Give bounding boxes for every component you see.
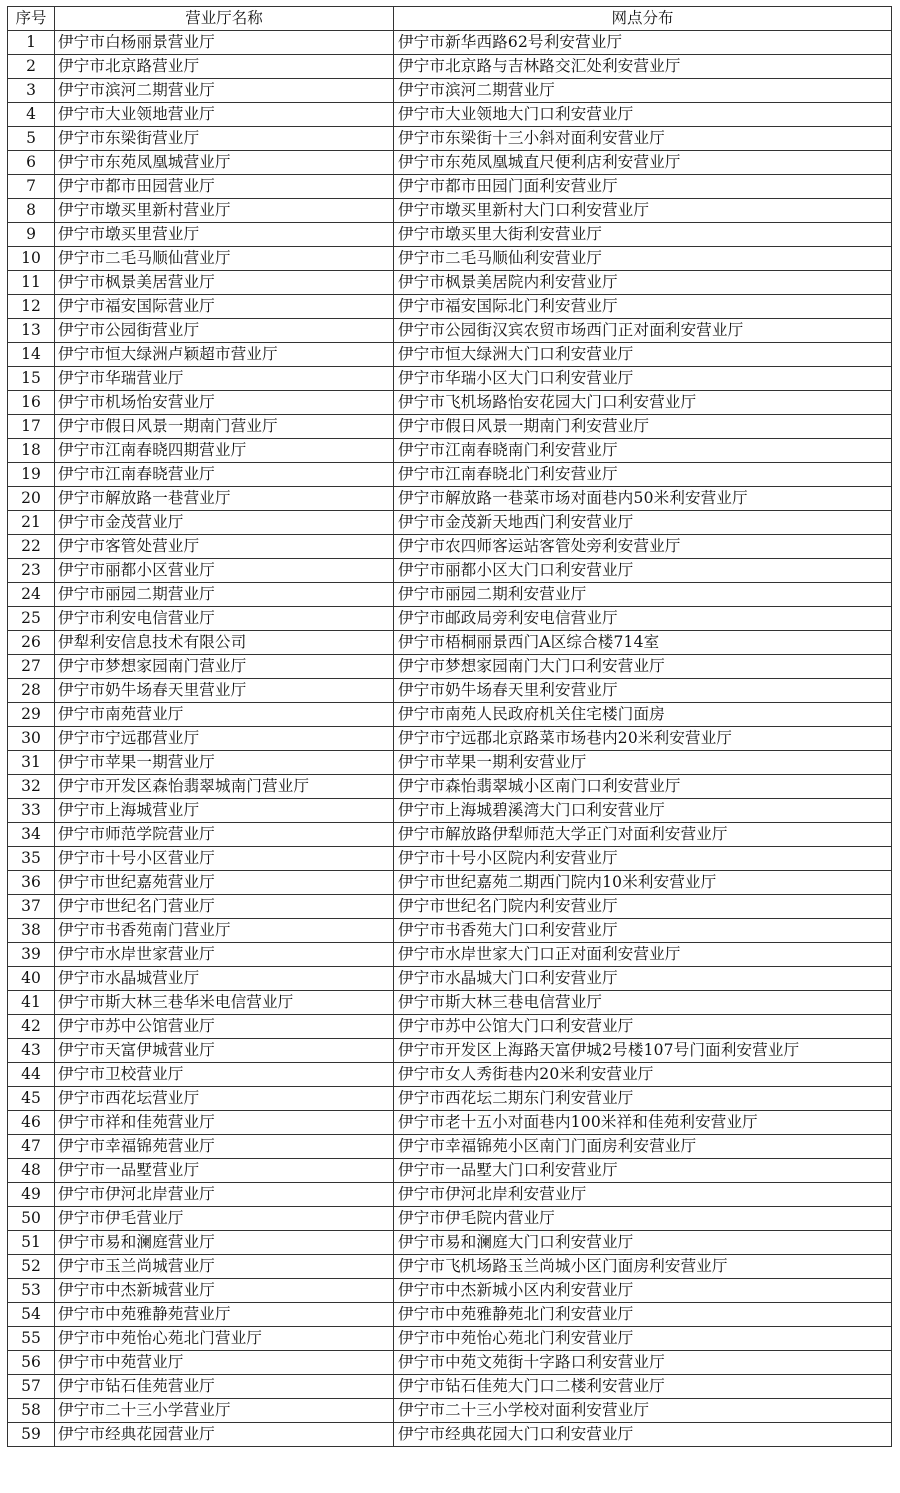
branch-location: 伊宁市西花坛二期东门利安营业厅	[394, 1087, 892, 1111]
table-row	[8, 823, 892, 847]
table-row	[8, 775, 892, 799]
row-index: 1	[8, 31, 55, 55]
branch-name: 伊宁市世纪嘉苑营业厅	[55, 871, 394, 895]
row-index: 58	[8, 1399, 55, 1423]
row-index: 26	[8, 631, 55, 655]
row-index: 27	[8, 655, 55, 679]
table-row	[8, 31, 892, 55]
row-index: 47	[8, 1135, 55, 1159]
branch-name: 伊宁市师范学院营业厅	[55, 823, 394, 847]
branch-location: 伊宁市农四师客运站客管处旁利安营业厅	[394, 535, 892, 559]
table-row	[8, 943, 892, 967]
table-row	[8, 1039, 892, 1063]
branch-name: 伊宁市墩买里新村营业厅	[55, 199, 394, 223]
branch-location: 伊宁市金茂新天地西门利安营业厅	[394, 511, 892, 535]
table-row	[8, 439, 892, 463]
row-index: 37	[8, 895, 55, 919]
table-row	[8, 127, 892, 151]
row-index: 32	[8, 775, 55, 799]
table-row	[8, 367, 892, 391]
table-row	[8, 1399, 892, 1423]
branch-location: 伊宁市梦想家园南门大门口利安营业厅	[394, 655, 892, 679]
branch-name: 伊宁市滨河二期营业厅	[55, 79, 394, 103]
branch-name: 伊宁市都市田园营业厅	[55, 175, 394, 199]
branch-location: 伊宁市华瑞小区大门口利安营业厅	[394, 367, 892, 391]
branch-name: 伊宁市钻石佳苑营业厅	[55, 1375, 394, 1399]
table-row	[8, 703, 892, 727]
row-index: 46	[8, 1111, 55, 1135]
branch-name: 伊宁市天富伊城营业厅	[55, 1039, 394, 1063]
table-row	[8, 919, 892, 943]
table-row	[8, 583, 892, 607]
branch-location: 伊宁市奶牛场春天里利安营业厅	[394, 679, 892, 703]
branch-name: 伊宁市伊河北岸营业厅	[55, 1183, 394, 1207]
branch-name: 伊宁市伊毛营业厅	[55, 1207, 394, 1231]
table-row	[8, 1327, 892, 1351]
table-row	[8, 559, 892, 583]
row-index: 56	[8, 1351, 55, 1375]
branch-name: 伊宁市世纪名门营业厅	[55, 895, 394, 919]
branch-location: 伊宁市十号小区院内利安营业厅	[394, 847, 892, 871]
row-index: 4	[8, 103, 55, 127]
branch-name: 伊宁市公园街营业厅	[55, 319, 394, 343]
branch-location: 伊宁市飞机场路怡安花园大门口利安营业厅	[394, 391, 892, 415]
table-row	[8, 247, 892, 271]
row-index: 17	[8, 415, 55, 439]
table-row	[8, 151, 892, 175]
branch-name: 伊宁市二十三小学营业厅	[55, 1399, 394, 1423]
table-row	[8, 1087, 892, 1111]
branch-location: 伊宁市滨河二期营业厅	[394, 79, 892, 103]
table-row	[8, 799, 892, 823]
branch-name: 伊宁市卫校营业厅	[55, 1063, 394, 1087]
table-row	[8, 487, 892, 511]
branch-location: 伊宁市二十三小学校对面利安营业厅	[394, 1399, 892, 1423]
branch-location: 伊宁市斯大林三巷电信营业厅	[394, 991, 892, 1015]
table-row	[8, 535, 892, 559]
branch-location: 伊宁市北京路与吉林路交汇处利安营业厅	[394, 55, 892, 79]
branch-name: 伊宁市东苑凤凰城营业厅	[55, 151, 394, 175]
row-index: 39	[8, 943, 55, 967]
row-index: 9	[8, 223, 55, 247]
branch-name: 伊宁市苹果一期营业厅	[55, 751, 394, 775]
row-index: 53	[8, 1279, 55, 1303]
branch-location: 伊宁市梧桐丽景西门A区综合楼714室	[394, 631, 892, 655]
branch-location: 伊宁市上海城碧溪湾大门口利安营业厅	[394, 799, 892, 823]
table-row	[8, 1015, 892, 1039]
branch-name: 伊宁市十号小区营业厅	[55, 847, 394, 871]
table-row	[8, 1063, 892, 1087]
branch-name: 伊宁市宁远郡营业厅	[55, 727, 394, 751]
branch-location: 伊宁市恒大绿洲大门口利安营业厅	[394, 343, 892, 367]
branch-location: 伊宁市南苑人民政府机关住宅楼门面房	[394, 703, 892, 727]
branch-name: 伊犁利安信息技术有限公司	[55, 631, 394, 655]
table-row	[8, 1351, 892, 1375]
branch-name: 伊宁市江南春晓四期营业厅	[55, 439, 394, 463]
table-row	[8, 319, 892, 343]
branch-location: 伊宁市假日风景一期南门利安营业厅	[394, 415, 892, 439]
row-index: 41	[8, 991, 55, 1015]
branch-name: 伊宁市华瑞营业厅	[55, 367, 394, 391]
table-row	[8, 727, 892, 751]
branch-name: 伊宁市东梁街营业厅	[55, 127, 394, 151]
branch-location: 伊宁市江南春晓北门利安营业厅	[394, 463, 892, 487]
row-index: 23	[8, 559, 55, 583]
row-index: 18	[8, 439, 55, 463]
branch-location: 伊宁市开发区上海路天富伊城2号楼107号门面利安营业厅	[394, 1039, 892, 1063]
branch-location: 伊宁市中苑雅静苑北门利安营业厅	[394, 1303, 892, 1327]
row-index: 51	[8, 1231, 55, 1255]
branch-name: 伊宁市水岸世家营业厅	[55, 943, 394, 967]
branch-location: 伊宁市新华西路62号利安营业厅	[394, 31, 892, 55]
branch-location: 伊宁市解放路伊犁师范大学正门对面利安营业厅	[394, 823, 892, 847]
table-row	[8, 295, 892, 319]
branch-name: 伊宁市江南春晓营业厅	[55, 463, 394, 487]
row-index: 44	[8, 1063, 55, 1087]
branch-name: 伊宁市玉兰尚城营业厅	[55, 1255, 394, 1279]
row-index: 33	[8, 799, 55, 823]
branch-name: 伊宁市西花坛营业厅	[55, 1087, 394, 1111]
row-index: 2	[8, 55, 55, 79]
branch-name: 伊宁市客管处营业厅	[55, 535, 394, 559]
branch-location: 伊宁市世纪嘉苑二期西门院内10米利安营业厅	[394, 871, 892, 895]
row-index: 8	[8, 199, 55, 223]
branch-name: 伊宁市水晶城营业厅	[55, 967, 394, 991]
row-index: 43	[8, 1039, 55, 1063]
branch-name: 伊宁市假日风景一期南门营业厅	[55, 415, 394, 439]
branch-name: 伊宁市梦想家园南门营业厅	[55, 655, 394, 679]
table-row	[8, 655, 892, 679]
row-index: 20	[8, 487, 55, 511]
header-branch-name: 营业厅名称	[55, 7, 394, 31]
branch-name: 伊宁市利安电信营业厅	[55, 607, 394, 631]
table-row	[8, 895, 892, 919]
branch-location: 伊宁市墩买里新村大门口利安营业厅	[394, 199, 892, 223]
branch-location: 伊宁市二毛马顺仙利安营业厅	[394, 247, 892, 271]
row-index: 42	[8, 1015, 55, 1039]
row-index: 3	[8, 79, 55, 103]
branch-location: 伊宁市书香苑大门口利安营业厅	[394, 919, 892, 943]
branch-name: 伊宁市金茂营业厅	[55, 511, 394, 535]
branch-location: 伊宁市公园街汉宾农贸市场西门正对面利安营业厅	[394, 319, 892, 343]
branch-name: 伊宁市斯大林三巷华米电信营业厅	[55, 991, 394, 1015]
table-row	[8, 175, 892, 199]
table-row	[8, 463, 892, 487]
table-row	[8, 391, 892, 415]
branch-name: 伊宁市大业领地营业厅	[55, 103, 394, 127]
table-row	[8, 1183, 892, 1207]
table-row	[8, 223, 892, 247]
row-index: 19	[8, 463, 55, 487]
branch-location: 伊宁市经典花园大门口利安营业厅	[394, 1423, 892, 1447]
branch-name: 伊宁市中杰新城营业厅	[55, 1279, 394, 1303]
row-index: 52	[8, 1255, 55, 1279]
row-index: 29	[8, 703, 55, 727]
row-index: 35	[8, 847, 55, 871]
table-row	[8, 1423, 892, 1447]
table-row	[8, 271, 892, 295]
branch-location: 伊宁市解放路一巷菜市场对面巷内50米利安营业厅	[394, 487, 892, 511]
branch-name: 伊宁市易和澜庭营业厅	[55, 1231, 394, 1255]
row-index: 25	[8, 607, 55, 631]
row-index: 31	[8, 751, 55, 775]
row-index: 36	[8, 871, 55, 895]
row-index: 14	[8, 343, 55, 367]
table-row	[8, 631, 892, 655]
branch-name: 伊宁市北京路营业厅	[55, 55, 394, 79]
row-index: 40	[8, 967, 55, 991]
table-row	[8, 847, 892, 871]
branch-location: 伊宁市枫景美居院内利安营业厅	[394, 271, 892, 295]
row-index: 15	[8, 367, 55, 391]
table-row	[8, 1279, 892, 1303]
row-index: 5	[8, 127, 55, 151]
branch-name: 伊宁市开发区森怡翡翠城南门营业厅	[55, 775, 394, 799]
branch-location: 伊宁市老十五小对面巷内100米祥和佳苑利安营业厅	[394, 1111, 892, 1135]
branch-name: 伊宁市上海城营业厅	[55, 799, 394, 823]
branch-location: 伊宁市飞机场路玉兰尚城小区门面房利安营业厅	[394, 1255, 892, 1279]
table-row	[8, 103, 892, 127]
branch-location: 伊宁市易和澜庭大门口利安营业厅	[394, 1231, 892, 1255]
table-row	[8, 79, 892, 103]
table-row	[8, 55, 892, 79]
table-row	[8, 1159, 892, 1183]
branch-location: 伊宁市中苑怡心苑北门利安营业厅	[394, 1327, 892, 1351]
table-body	[8, 31, 892, 1447]
branch-name: 伊宁市一品墅营业厅	[55, 1159, 394, 1183]
row-index: 55	[8, 1327, 55, 1351]
branch-name: 伊宁市二毛马顺仙营业厅	[55, 247, 394, 271]
branch-location: 伊宁市苏中公馆大门口利安营业厅	[394, 1015, 892, 1039]
table-row	[8, 199, 892, 223]
branch-name: 伊宁市南苑营业厅	[55, 703, 394, 727]
branch-location: 伊宁市钻石佳苑大门口二楼利安营业厅	[394, 1375, 892, 1399]
branch-name: 伊宁市机场怡安营业厅	[55, 391, 394, 415]
branch-location: 伊宁市中杰新城小区内利安营业厅	[394, 1279, 892, 1303]
branch-location: 伊宁市丽都小区大门口利安营业厅	[394, 559, 892, 583]
branch-name: 伊宁市经典花园营业厅	[55, 1423, 394, 1447]
row-index: 12	[8, 295, 55, 319]
branch-location: 伊宁市女人秀街巷内20米利安营业厅	[394, 1063, 892, 1087]
branch-location: 伊宁市水晶城大门口利安营业厅	[394, 967, 892, 991]
row-index: 38	[8, 919, 55, 943]
branch-name: 伊宁市中苑雅静苑营业厅	[55, 1303, 394, 1327]
branch-name: 伊宁市中苑怡心苑北门营业厅	[55, 1327, 394, 1351]
row-index: 57	[8, 1375, 55, 1399]
table-row	[8, 1111, 892, 1135]
row-index: 7	[8, 175, 55, 199]
branch-location: 伊宁市伊毛院内营业厅	[394, 1207, 892, 1231]
row-index: 49	[8, 1183, 55, 1207]
branch-location: 伊宁市世纪名门院内利安营业厅	[394, 895, 892, 919]
row-index: 11	[8, 271, 55, 295]
branch-location: 伊宁市江南春晓南门利安营业厅	[394, 439, 892, 463]
table-row	[8, 679, 892, 703]
branch-name: 伊宁市墩买里营业厅	[55, 223, 394, 247]
branch-name: 伊宁市恒大绿洲卢颖超市营业厅	[55, 343, 394, 367]
row-index: 10	[8, 247, 55, 271]
row-index: 45	[8, 1087, 55, 1111]
table-row	[8, 991, 892, 1015]
branch-name: 伊宁市福安国际营业厅	[55, 295, 394, 319]
branch-location: 伊宁市大业领地大门口利安营业厅	[394, 103, 892, 127]
table-row	[8, 1303, 892, 1327]
branch-name: 伊宁市中苑营业厅	[55, 1351, 394, 1375]
row-index: 59	[8, 1423, 55, 1447]
table-row	[8, 607, 892, 631]
branch-location: 伊宁市丽园二期利安营业厅	[394, 583, 892, 607]
table-row	[8, 1375, 892, 1399]
branch-name: 伊宁市丽园二期营业厅	[55, 583, 394, 607]
table-row	[8, 1231, 892, 1255]
row-index: 21	[8, 511, 55, 535]
branch-name: 伊宁市幸福锦苑营业厅	[55, 1135, 394, 1159]
branch-location: 伊宁市水岸世家大门口正对面利安营业厅	[394, 943, 892, 967]
row-index: 16	[8, 391, 55, 415]
branch-name: 伊宁市丽都小区营业厅	[55, 559, 394, 583]
table-row	[8, 1207, 892, 1231]
header-location: 网点分布	[394, 7, 892, 31]
branch-location: 伊宁市苹果一期利安营业厅	[394, 751, 892, 775]
row-index: 48	[8, 1159, 55, 1183]
branch-location: 伊宁市一品墅大门口利安营业厅	[394, 1159, 892, 1183]
row-index: 34	[8, 823, 55, 847]
branch-location: 伊宁市福安国际北门利安营业厅	[394, 295, 892, 319]
branch-table	[7, 6, 892, 1447]
branch-name: 伊宁市白杨丽景营业厅	[55, 31, 394, 55]
branch-location: 伊宁市邮政局旁利安电信营业厅	[394, 607, 892, 631]
branch-name: 伊宁市奶牛场春天里营业厅	[55, 679, 394, 703]
header-index: 序号	[8, 7, 55, 31]
row-index: 24	[8, 583, 55, 607]
row-index: 28	[8, 679, 55, 703]
row-index: 22	[8, 535, 55, 559]
branch-name: 伊宁市解放路一巷营业厅	[55, 487, 394, 511]
table-row	[8, 511, 892, 535]
branch-location: 伊宁市幸福锦苑小区南门门面房利安营业厅	[394, 1135, 892, 1159]
branch-location: 伊宁市伊河北岸利安营业厅	[394, 1183, 892, 1207]
branch-location: 伊宁市东梁街十三小斜对面利安营业厅	[394, 127, 892, 151]
branch-location: 伊宁市都市田园门面利安营业厅	[394, 175, 892, 199]
table-header-row	[8, 7, 892, 31]
row-index: 50	[8, 1207, 55, 1231]
table-row	[8, 343, 892, 367]
row-index: 30	[8, 727, 55, 751]
branch-location: 伊宁市中苑文苑街十字路口利安营业厅	[394, 1351, 892, 1375]
branch-name: 伊宁市苏中公馆营业厅	[55, 1015, 394, 1039]
table-row	[8, 1255, 892, 1279]
branch-location: 伊宁市森怡翡翠城小区南门口利安营业厅	[394, 775, 892, 799]
branch-name: 伊宁市祥和佳苑营业厅	[55, 1111, 394, 1135]
table-row	[8, 1135, 892, 1159]
branch-location: 伊宁市东苑凤凰城直尺便利店利安营业厅	[394, 151, 892, 175]
branch-location: 伊宁市墩买里大街利安营业厅	[394, 223, 892, 247]
branch-name: 伊宁市书香苑南门营业厅	[55, 919, 394, 943]
row-index: 6	[8, 151, 55, 175]
row-index: 13	[8, 319, 55, 343]
row-index: 54	[8, 1303, 55, 1327]
branch-location: 伊宁市宁远郡北京路菜市场巷内20米利安营业厅	[394, 727, 892, 751]
branch-name: 伊宁市枫景美居营业厅	[55, 271, 394, 295]
table-row	[8, 871, 892, 895]
table-row	[8, 967, 892, 991]
table-row	[8, 415, 892, 439]
document-page	[7, 6, 892, 1447]
table-row	[8, 751, 892, 775]
